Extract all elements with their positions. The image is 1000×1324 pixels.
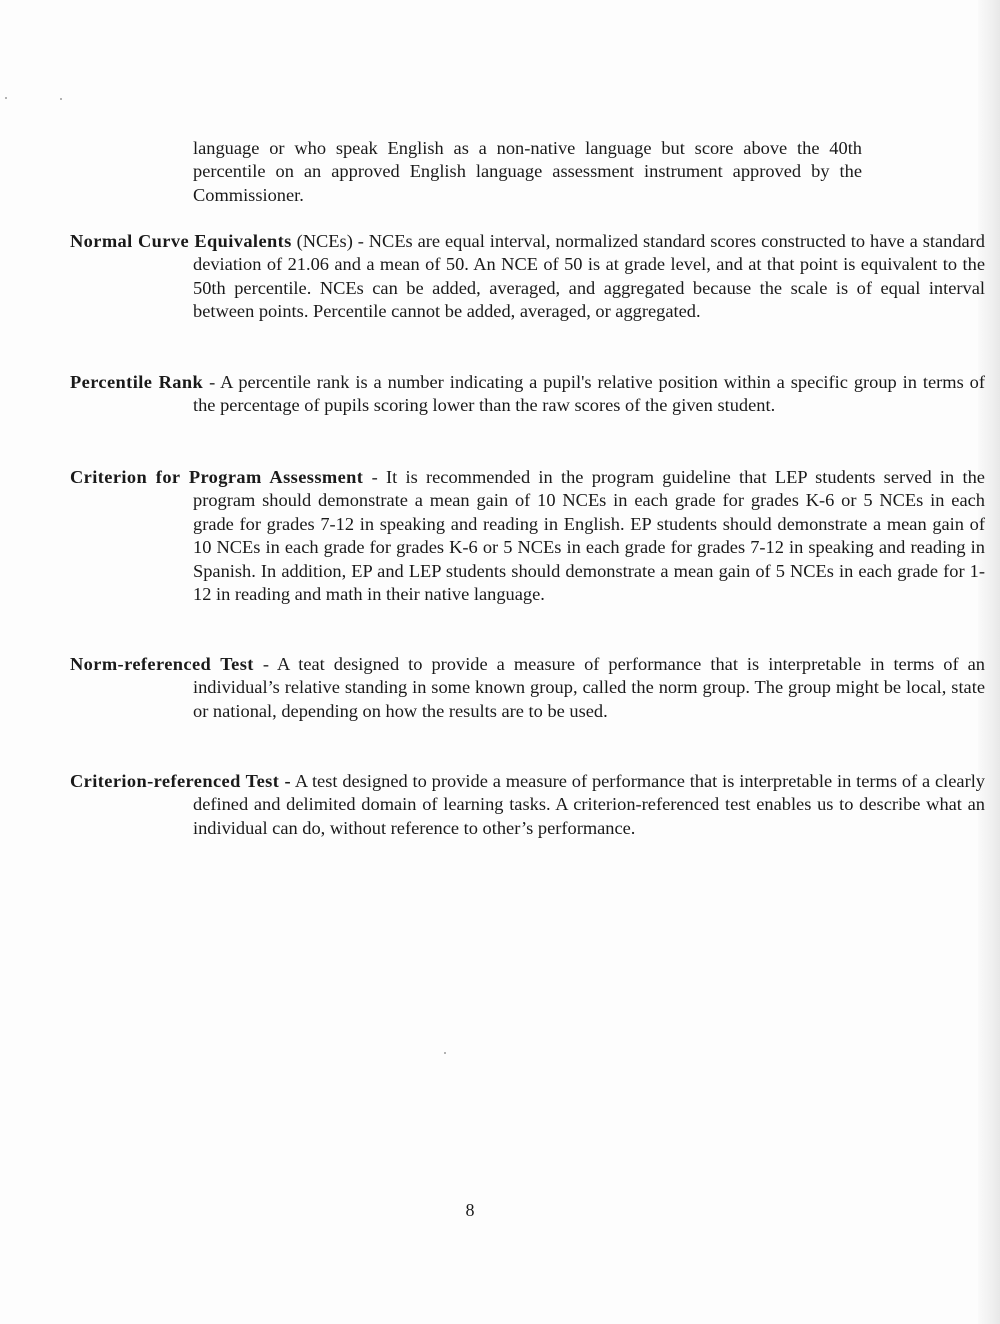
glossary-term: Normal Curve Equivalents [70,231,292,251]
glossary-term: Criterion-referenced Test - [70,771,292,791]
glossary-definition: It is recommended in the program guideline that LEP students served in the program should demonstrate a mean gain of 10 NCEs in each grade for grades K-6 or 5 NCEs in each grade for grades 7-12 in speaking and reading in English. EP students should demonstrate a mean gain of 10 NCEs in each grade for grades K-6 or 5 NCEs in each grade for grades 7-12 in speaking and reading in Spanish. In addition, EP and LEP students should demonstrate a mean gain of 5 NCEs in each grade for 1-12 in reading and math in their native language. [193,467,985,605]
glossary-term: Percentile Rank [70,372,204,392]
glossary-entry-norm-referenced [70,653,985,723]
glossary-term: Criterion for Program Assessment [70,467,364,487]
glossary-definition: A teat designed to provide a measure of performance that is interpretable in terms of an individual’s relative standing in some known group, called the norm group. The group might be local, state or national, depending on how the results are to be used. [193,654,985,721]
glossary-term: Norm-referenced Test [70,654,254,674]
glossary-entry-percentile-rank [70,371,985,418]
glossary-term-suffix: - [253,654,277,674]
scan-speck [444,1052,446,1054]
glossary-entry-criterion-program [70,466,985,606]
glossary-definition: NCEs are equal interval, normalized standard scores constructed to have a standard deviation of 21.06 and a mean of 50. An NCE of 50 is at grade level, and at that point is equivalent to the 50th percentile. NCEs can be added, averaged, and aggregated because the scale is of equal interval between points. Percentile cannot be added, averaged, or aggregated. [193,231,985,322]
continued-paragraph-text: language or who speak English as a non-native language but score above the 40th percentile on an approved English language assessment instrument approved by the Commissioner. [193,138,862,205]
scan-speck [60,98,62,100]
glossary-entry-nce [70,230,985,324]
glossary-definition: A test designed to provide a measure of performance that is interpretable in terms of a clearly defined and delimited domain of learning tasks. A criterion-referenced test enables us to describe what an individual can do, without reference to other’s performance. [193,771,985,838]
glossary-term-suffix: (NCEs) - [291,231,369,251]
glossary-entry-criterion-referenced [70,770,985,840]
scan-speck [5,97,7,99]
continued-paragraph [193,137,862,207]
glossary-definition: A percentile rank is a number indicating a pupil's relative position within a specific group in terms of the percentage of pupils scoring lower than the raw scores of the given student. [193,372,986,416]
glossary-term-suffix: - [363,467,386,487]
glossary-term-suffix: - [203,372,221,392]
page-number: 8 [465,1200,475,1220]
